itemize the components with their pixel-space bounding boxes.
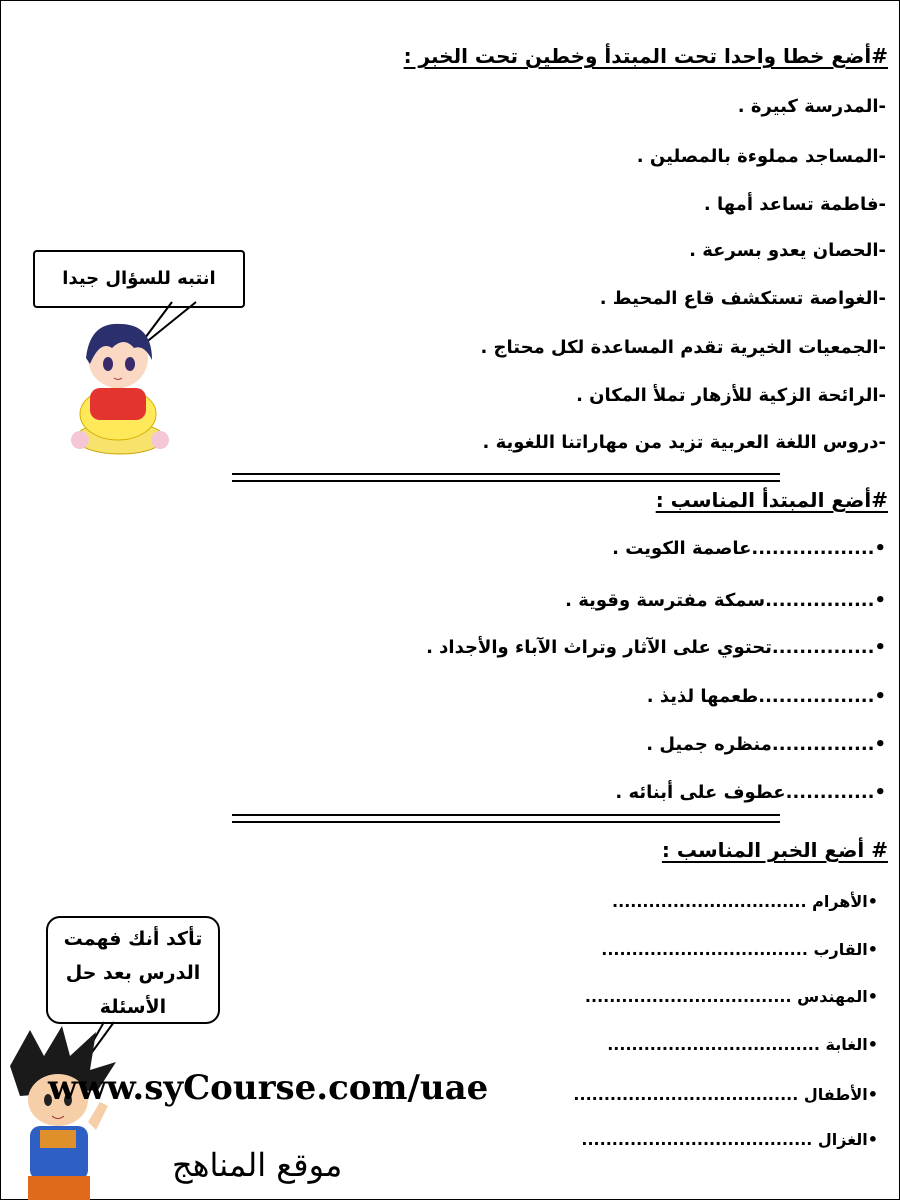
predicate-word: •المهندس <box>797 987 878 1006</box>
sentence-3: -فاطمة تساعد أمها . <box>703 194 886 215</box>
fill-subject-5: •...............منظره جميل . <box>646 734 886 755</box>
sentence-2: -المساجد مملوءة بالمصلين . <box>636 146 886 167</box>
predicate-word: •الأطفال <box>803 1085 878 1104</box>
blank-dots: ................................ <box>612 892 807 911</box>
watermark-url: www.syCourse.com/uae <box>48 1068 489 1108</box>
section-divider-2 <box>232 814 780 823</box>
fill-subject-2: •................سمكة مفترسة وقوية . <box>565 590 886 611</box>
sentence-1: -المدرسة كبيرة . <box>737 96 886 117</box>
reminder-line-3: الأسئلة <box>99 996 167 1018</box>
section3-heading: # أضع الخبر المناسب : <box>661 838 888 862</box>
blank-dots: ...................................... <box>581 1130 813 1149</box>
section2-heading: #أضع المبتدأ المناسب : <box>655 488 888 512</box>
predicate-item-6 <box>581 1130 878 1149</box>
reminder-line-2: الدرس بعد حل <box>65 962 201 984</box>
fill-subject-3: •...............تحتوي على الآثار وتراث الآباء والأجداد . <box>426 637 886 658</box>
predicate-item-1 <box>612 892 878 911</box>
speech-bubble-reminder <box>46 916 220 1024</box>
cartoon-boy-illustration <box>0 1026 140 1200</box>
predicate-item-4 <box>607 1035 878 1054</box>
predicate-word: •القارب <box>813 940 878 959</box>
sentence-6: -الجمعيات الخيرية تقدم المساعدة لكل محتاج . <box>480 337 886 358</box>
predicate-item-3 <box>585 987 878 1006</box>
watermark-site-name: موقع المناهج <box>172 1146 343 1184</box>
predicate-item-5 <box>573 1085 878 1104</box>
predicate-word: •الأهرام <box>812 892 878 911</box>
blank-dots: .................................. <box>601 940 808 959</box>
sentence-7: -الرائحة الزكية للأزهار تملأ المكان . <box>576 385 886 406</box>
fill-subject-1: •..................عاصمة الكويت . <box>612 538 886 559</box>
blank-dots: ..................................... <box>573 1085 799 1104</box>
blank-dots: .................................. <box>584 987 792 1006</box>
blank-dots: ................................... <box>607 1035 820 1054</box>
sentence-5: -الغواصة تستكشف قاع المحيط . <box>599 288 886 309</box>
sentence-4: -الحصان يعدو بسرعة . <box>689 240 886 261</box>
section1-heading: #أضع خطا واحدا تحت المبتدأ وخطين تحت الخبر : <box>403 44 888 68</box>
predicate-word: •الغابة <box>825 1035 878 1054</box>
cartoon-girl-illustration <box>60 318 180 458</box>
fill-subject-4: •.................طعمها لذيذ . <box>646 686 886 707</box>
section-divider-1 <box>232 473 780 482</box>
fill-subject-6: •.............عطوف على أبنائه . <box>615 782 886 803</box>
speech-bubble-attention: انتبه للسؤال جيدا <box>33 250 245 308</box>
predicate-item-2 <box>601 940 878 959</box>
reminder-line-1: تأكد أنك فهمت <box>63 928 203 950</box>
sentence-8: -دروس اللغة العربية تزيد من مهاراتنا اللغوية . <box>482 432 886 453</box>
predicate-word: •الغزال <box>817 1130 878 1149</box>
